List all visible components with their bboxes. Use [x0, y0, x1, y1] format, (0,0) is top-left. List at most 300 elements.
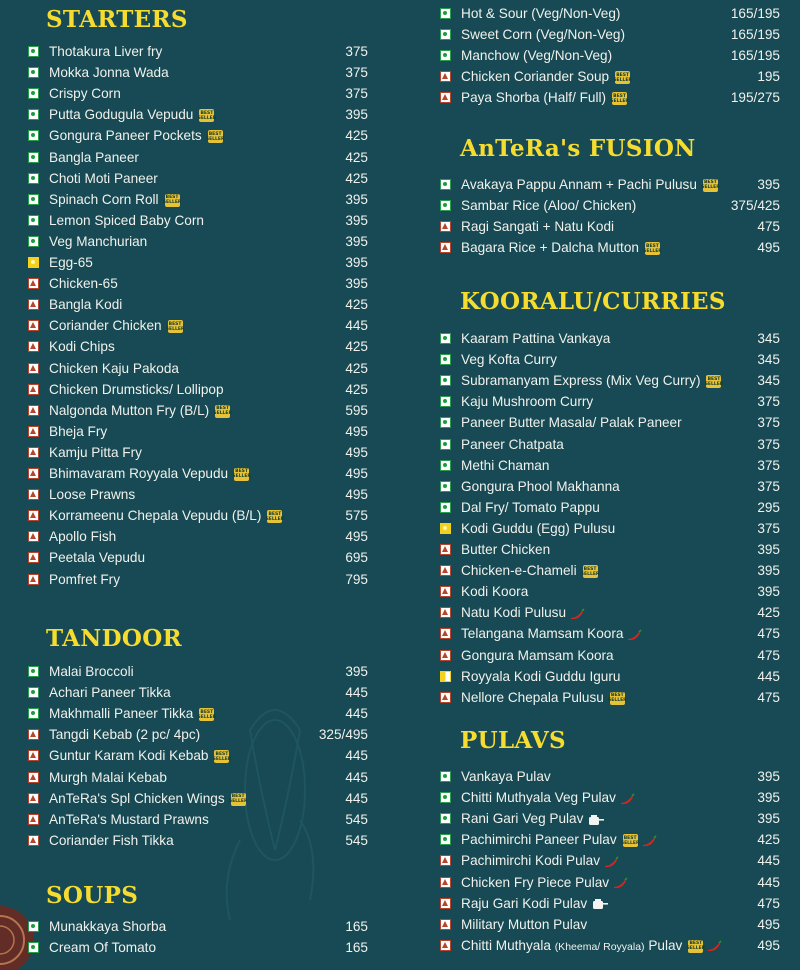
nonveg-mark-icon — [440, 221, 451, 232]
best-seller-badge-icon — [615, 71, 630, 84]
badge-line-1: BEST — [215, 751, 229, 757]
menu-item-chicken-kaju-pakoda — [28, 358, 368, 379]
item-name — [49, 255, 93, 270]
egg-mark-icon — [440, 671, 451, 682]
nonveg-mark-icon — [28, 835, 39, 846]
item-price: 395 — [345, 255, 368, 270]
veg-mark-icon — [440, 396, 451, 407]
chili-icon — [569, 608, 585, 620]
section-title-fusion: AnTeRa's FUSION — [460, 135, 696, 162]
item-name-text: Paneer Butter Masala/ Palak Paneer — [461, 415, 682, 431]
item-name-text: Military Mutton Pulav — [461, 916, 588, 932]
veg-mark-icon — [28, 236, 39, 247]
item-name-text: Gongura Mamsam Koora — [461, 647, 614, 663]
item-name-text: Sweet Corn (Veg/Non-Veg) — [461, 27, 625, 43]
best-seller-badge-icon — [265, 510, 285, 523]
item-price: 395 — [757, 542, 780, 557]
badge-line-1: BEST — [216, 406, 230, 412]
item-name — [49, 664, 134, 679]
item-name — [461, 352, 557, 367]
nonveg-mark-icon — [440, 650, 451, 661]
item-price: 445 — [345, 748, 368, 764]
item-name-text: Pomfret Fry — [49, 571, 120, 587]
menu-item-peetala-vepudu — [28, 547, 368, 568]
item-price: 475 — [757, 626, 780, 642]
menu-item-bangla-kodi — [28, 294, 368, 315]
item-price: 425 — [345, 381, 368, 397]
badge-line-1: BEST — [235, 469, 248, 475]
item-price: 375 — [345, 65, 368, 81]
item-name — [49, 192, 180, 207]
nonveg-mark-icon — [28, 772, 39, 783]
item-name-text: Subramanyam Express (Mix Veg Curry) — [461, 373, 701, 389]
menu-item-gongura-mamsam-koora — [440, 645, 780, 666]
veg-mark-icon — [28, 666, 39, 677]
menu-item-paya-shorba-half-full — [440, 87, 780, 108]
badge-line-2: SELLER — [228, 799, 248, 804]
item-price: 165/195 — [730, 48, 780, 64]
item-name-text: Kodi Guddu (Egg) Pulusu — [461, 520, 616, 536]
item-name-text: Kaaram Pattina Vankaya — [461, 331, 611, 346]
menu-item-rani-gari-veg-pulav — [440, 808, 780, 829]
best-seller-badge-icon — [197, 708, 217, 721]
veg-mark-icon — [440, 439, 451, 450]
item-price: 445 — [757, 874, 780, 890]
veg-mark-icon — [440, 354, 451, 365]
veg-mark-icon — [28, 46, 39, 57]
item-price: 475 — [757, 689, 780, 705]
item-name-text: AnTeRa's Spl Chicken Wings — [49, 790, 225, 806]
best-seller-badge-icon — [704, 375, 724, 388]
veg-mark-icon — [28, 194, 39, 205]
item-name-text: Peetala Vepudu — [49, 550, 145, 566]
menu-item-veg-manchurian — [28, 231, 368, 252]
badge-line-2: SELLER — [212, 756, 232, 762]
menu-item-thotakura-liver-fry — [28, 41, 368, 62]
nonveg-mark-icon — [440, 242, 451, 253]
item-name-suffix: Pulav — [648, 937, 683, 953]
item-name — [49, 339, 115, 354]
menu-item-crispy-corn — [28, 83, 368, 104]
item-price: 375 — [757, 436, 780, 452]
item-name — [461, 542, 550, 557]
item-name — [49, 65, 169, 80]
nonveg-mark-icon — [28, 278, 39, 289]
item-name — [49, 150, 139, 165]
best-seller-badge-icon — [205, 130, 225, 143]
veg-mark-icon — [28, 921, 39, 932]
best-seller-badge-icon — [165, 320, 185, 333]
nonveg-mark-icon — [28, 729, 39, 740]
item-name-text: Chicken-65 — [49, 276, 118, 292]
nonveg-mark-icon — [440, 628, 451, 639]
item-name-text: Veg Kofta Curry — [461, 352, 557, 368]
item-name-text: Paneer Chatpata — [461, 436, 564, 452]
nonveg-mark-icon — [440, 586, 451, 597]
item-name-text: Butter Chicken — [461, 542, 551, 557]
item-price: 375 — [757, 457, 780, 473]
item-name — [461, 790, 635, 805]
item-name — [49, 234, 147, 249]
item-price: 495 — [345, 466, 368, 481]
item-name-text: Kodi Chips — [49, 339, 115, 355]
badge-line-2: SELLER — [701, 185, 720, 191]
item-price: 195 — [757, 69, 780, 85]
item-name — [461, 521, 615, 536]
badge-line-2: SELLER — [232, 474, 251, 480]
item-name — [49, 86, 121, 101]
nonveg-mark-icon — [440, 692, 451, 703]
item-price: 395 — [345, 212, 368, 228]
item-name — [49, 748, 232, 764]
item-price: 395 — [757, 811, 780, 827]
best-seller-badge-icon — [610, 692, 625, 705]
item-name — [461, 479, 620, 494]
nonveg-mark-icon — [440, 607, 451, 618]
item-price: 375/425 — [730, 198, 780, 214]
veg-mark-icon — [28, 173, 39, 184]
best-seller-badge-icon — [215, 405, 230, 418]
item-name — [461, 90, 627, 105]
item-price: 495 — [345, 487, 368, 503]
veg-mark-icon — [28, 152, 39, 163]
nonveg-mark-icon — [440, 855, 451, 866]
menu-item-nellore-chepala-pulusu — [440, 687, 780, 708]
item-name — [461, 690, 625, 705]
nonveg-mark-icon — [28, 489, 39, 500]
nonveg-mark-icon — [440, 877, 451, 888]
item-price: 395 — [757, 790, 780, 806]
nonveg-mark-icon — [440, 565, 451, 576]
item-price: 795 — [345, 571, 368, 587]
nonveg-mark-icon — [28, 750, 39, 761]
item-price: 395 — [345, 664, 368, 679]
item-name-text: Methi Chaman — [461, 457, 550, 473]
veg-mark-icon — [440, 179, 451, 190]
veg-mark-icon — [28, 942, 39, 953]
chili-icon — [706, 940, 722, 952]
menu-item-kodi-koora — [440, 581, 780, 602]
item-name — [461, 331, 610, 346]
nonveg-mark-icon — [28, 468, 39, 479]
menu-item-methi-chaman — [440, 455, 780, 476]
item-name — [49, 128, 223, 143]
menu-item-chicken-drumsticks-lollipop — [28, 379, 368, 400]
menu-item-mokka-jonna-wada — [28, 62, 368, 83]
item-price: 375 — [345, 44, 368, 59]
item-name-text: Veg Manchurian — [49, 233, 148, 249]
menu-item-chitti-muthyala-pulav — [440, 935, 780, 956]
veg-mark-icon — [440, 481, 451, 492]
item-name — [461, 917, 587, 932]
menu-item-subramanyam-express-mix-veg-curry — [440, 370, 780, 391]
item-name-text: Paya Shorba (Half/ Full) — [461, 90, 607, 106]
menu-item-kodi-guddu-egg-pulusu — [440, 518, 780, 539]
item-name-text: Kodi Koora — [461, 584, 529, 600]
menu-item-achari-paneer-tikka — [28, 682, 368, 703]
nonveg-mark-icon — [28, 574, 39, 585]
item-price: 395 — [757, 177, 780, 192]
badge-line-2: SELLER — [162, 200, 182, 206]
veg-mark-icon — [440, 792, 451, 803]
item-price: 425 — [345, 170, 368, 186]
menu-item-spinach-corn-roll — [28, 189, 368, 210]
menu-item-pomfret-fry — [28, 569, 368, 590]
item-name-text: Kamju Pitta Fry — [49, 444, 142, 460]
item-name-text: Murgh Malai Kebab — [49, 769, 167, 785]
item-price: 475 — [757, 647, 780, 663]
item-name — [461, 177, 718, 192]
nonveg-mark-icon — [440, 919, 451, 930]
item-name-text: Loose Prawns — [49, 487, 136, 503]
nonveg-mark-icon — [28, 793, 39, 804]
badge-line-2: SELLER — [643, 248, 662, 254]
menu-item-gongura-paneer-pockets — [28, 125, 368, 146]
veg-mark-icon — [440, 8, 451, 19]
item-name — [461, 832, 657, 847]
item-name — [461, 811, 605, 826]
item-name — [49, 833, 174, 848]
item-price: 445 — [345, 769, 368, 785]
item-price: 325/495 — [318, 727, 368, 743]
section-title-curries: KOORALU/CURRIES — [460, 288, 726, 315]
item-price: 695 — [345, 550, 368, 566]
badge-line-1: BEST — [200, 110, 214, 116]
item-name-text: Spinach Corn Roll — [49, 191, 159, 207]
menu-item-pachimirchi-paneer-pulav — [440, 829, 780, 850]
badge-line-2: SELLER — [165, 326, 185, 332]
menu-item-kamju-pitta-fry — [28, 442, 368, 463]
menu-item-pachimirchi-kodi-pulav — [440, 850, 780, 871]
item-price: 445 — [345, 790, 368, 806]
item-price: 345 — [757, 373, 780, 389]
item-name-text: Cream Of Tomato — [49, 940, 157, 956]
menu-item-hot-sour-veg-non-veg — [440, 3, 780, 24]
item-price: 395 — [757, 769, 780, 784]
item-name — [461, 437, 564, 452]
item-price: 375 — [757, 520, 780, 536]
item-name — [461, 198, 636, 213]
badge-line-1: BEST — [613, 93, 626, 99]
menu-item-munakkaya-shorba — [28, 916, 368, 937]
item-name — [49, 424, 107, 439]
item-name — [49, 276, 118, 291]
badge-line-2: SELLER — [205, 136, 225, 142]
badge-line-1: BEST — [268, 511, 282, 517]
item-name-text: Makhmalli Paneer Tikka — [49, 706, 194, 722]
menu-item-nalgonda-mutton-fry-b-l — [28, 400, 368, 421]
nonveg-mark-icon — [28, 447, 39, 458]
item-name-text: Chicken Fry Piece Pulav — [461, 874, 610, 890]
item-name-text: Coriander Chicken — [49, 318, 162, 334]
menu-item-butter-chicken — [440, 539, 780, 560]
item-name — [49, 812, 209, 827]
item-price: 545 — [345, 811, 368, 827]
item-name — [461, 27, 625, 42]
chili-icon — [626, 629, 642, 641]
item-price: 375 — [757, 415, 780, 431]
item-price: 595 — [345, 402, 368, 418]
item-price: 425 — [345, 128, 368, 144]
item-price: 445 — [757, 668, 780, 684]
badge-line-1: BEST — [704, 180, 717, 186]
item-name-text: Korrameenu Chepala Vepudu (B/L) — [49, 508, 262, 524]
item-name-text: Dal Fry/ Tomato Pappu — [461, 499, 600, 515]
item-name-text: Apollo Fish — [49, 529, 117, 545]
nonveg-mark-icon — [440, 898, 451, 909]
item-name — [49, 685, 171, 700]
menu-item-tangdi-kebab-2-pc-4pc — [28, 724, 368, 745]
item-name-text: Royyala Kodi Guddu Iguru — [461, 668, 621, 684]
menu-item-raju-gari-kodi-pulav — [440, 893, 780, 914]
pot-icon — [587, 814, 605, 826]
section-title-starters: STARTERS — [46, 6, 188, 33]
item-name — [461, 563, 598, 578]
menu-item-coriander-fish-tikka — [28, 830, 368, 851]
badge-line-2: SELLER — [686, 946, 706, 952]
badge-line-1: BEST — [231, 794, 245, 799]
item-name-text: Hot & Sour (Veg/Non-Veg) — [461, 6, 621, 21]
section-title-soups: SOUPS — [46, 882, 139, 909]
menu-item-chicken-coriander-soup — [440, 66, 780, 87]
nonveg-mark-icon — [440, 544, 451, 555]
item-name — [49, 213, 204, 228]
badge-line-2: SELLER — [608, 698, 627, 704]
nonveg-mark-icon — [28, 320, 39, 331]
item-price: 425 — [345, 297, 368, 313]
menu-item-loose-prawns — [28, 484, 368, 505]
item-name — [49, 44, 162, 59]
item-name-text: Thotakura Liver fry — [49, 44, 163, 59]
item-name-text: Chitti Muthyala — [461, 937, 551, 953]
item-price: 445 — [345, 706, 368, 722]
item-name — [49, 318, 183, 333]
menu-item-dal-fry-tomato-pappu — [440, 497, 780, 518]
item-name-text: Lemon Spiced Baby Corn — [49, 212, 204, 228]
menu-item-chicken-e-chameli — [440, 560, 780, 581]
item-name-text: Raju Gari Kodi Pulav — [461, 895, 588, 911]
item-name — [49, 529, 116, 544]
item-price: 425 — [345, 149, 368, 165]
item-name-text: Nellore Chepala Pulusu — [461, 689, 604, 705]
item-name — [49, 550, 145, 565]
item-name-text: Bangla Paneer — [49, 149, 139, 165]
item-name — [49, 466, 249, 481]
badge-line-1: BEST — [610, 693, 624, 699]
item-name — [49, 445, 142, 460]
veg-mark-icon — [440, 200, 451, 211]
veg-mark-icon — [440, 460, 451, 471]
item-name-text: Malai Broccoli — [49, 664, 134, 679]
item-name — [49, 508, 285, 524]
best-seller-badge-icon — [686, 940, 706, 953]
veg-mark-icon — [28, 88, 39, 99]
best-seller-badge-icon — [703, 179, 718, 192]
item-name — [49, 171, 158, 186]
nonveg-mark-icon — [28, 299, 39, 310]
item-name — [461, 394, 593, 409]
menu-item-paneer-chatpata — [440, 434, 780, 455]
veg-mark-icon — [440, 813, 451, 824]
item-price: 395 — [345, 276, 368, 292]
item-name — [461, 769, 551, 784]
nonveg-mark-icon — [28, 531, 39, 542]
menu-item-apollo-fish — [28, 526, 368, 547]
nonveg-mark-icon — [28, 363, 39, 374]
item-price: 445 — [345, 685, 368, 701]
menu-item-avakaya-pappu-annam-pachi-pulusu — [440, 174, 780, 195]
item-name-text: Bangla Kodi — [49, 297, 123, 313]
item-name — [461, 875, 628, 890]
section-title-pulavs: PULAVS — [460, 727, 566, 754]
item-name — [49, 107, 217, 123]
nonveg-mark-icon — [28, 405, 39, 416]
item-price: 345 — [757, 331, 780, 346]
badge-line-2: SELLER — [620, 840, 640, 846]
item-name — [461, 69, 630, 84]
item-name-text: Egg-65 — [49, 255, 93, 270]
item-name-text: Natu Kodi Pulusu — [461, 605, 567, 621]
item-name-text: Pachimirchi Paneer Pulav — [461, 832, 617, 848]
item-name — [49, 919, 166, 934]
best-seller-badge-icon — [212, 750, 232, 763]
best-seller-badge-icon — [197, 109, 217, 122]
nonveg-mark-icon — [440, 71, 451, 82]
menu-item-putta-godugula-vepudu — [28, 104, 368, 125]
veg-mark-icon — [440, 502, 451, 513]
item-price: 375 — [757, 478, 780, 494]
menu-item-korrameenu-chepala-vepudu-b-l — [28, 505, 368, 526]
item-name — [49, 297, 122, 312]
menu-item-antera-s-mustard-prawns — [28, 809, 368, 830]
item-name-text: Bagara Rice + Dalcha Mutton — [461, 240, 639, 256]
menu-item-makhmalli-paneer-tikka — [28, 703, 368, 724]
best-seller-badge-icon — [612, 92, 627, 105]
chili-icon — [619, 793, 635, 805]
badge-line-1: BEST — [616, 72, 630, 78]
menu-item-chicken-fry-piece-pulav — [440, 872, 780, 893]
item-name — [461, 648, 614, 663]
item-name-text: Ragi Sangati + Natu Kodi — [461, 219, 615, 235]
item-price: 375 — [345, 86, 368, 102]
item-price: 395 — [345, 233, 368, 249]
item-name-text: Rani Gari Veg Pulav — [461, 811, 584, 827]
item-price: 395 — [345, 191, 368, 207]
item-name-text: Chitti Muthyala Veg Pulav — [461, 790, 616, 806]
item-name — [49, 487, 135, 502]
veg-mark-icon — [440, 834, 451, 845]
badge-line-2: SELLER — [213, 411, 232, 417]
badge-line-1: BEST — [646, 243, 659, 249]
pot-icon — [591, 898, 609, 910]
item-price: 445 — [757, 853, 780, 869]
nonveg-mark-icon — [440, 940, 451, 951]
menu-item-sweet-corn-veg-non-veg — [440, 24, 780, 45]
item-name — [461, 48, 612, 63]
item-price: 495 — [345, 423, 368, 439]
item-price: 475 — [757, 219, 780, 235]
item-name-text: Bheja Fry — [49, 423, 108, 439]
item-price: 165/195 — [730, 27, 780, 43]
veg-mark-icon — [440, 50, 451, 61]
item-name-text: Chicken-e-Chameli — [461, 563, 577, 579]
best-seller-badge-icon — [645, 242, 660, 255]
item-name — [461, 669, 620, 684]
item-name-text: Bhimavaram Royyala Vepudu — [49, 466, 229, 481]
item-price: 495 — [757, 916, 780, 932]
menu-item-kodi-chips — [28, 336, 368, 357]
badge-line-2: SELLER — [265, 516, 285, 522]
